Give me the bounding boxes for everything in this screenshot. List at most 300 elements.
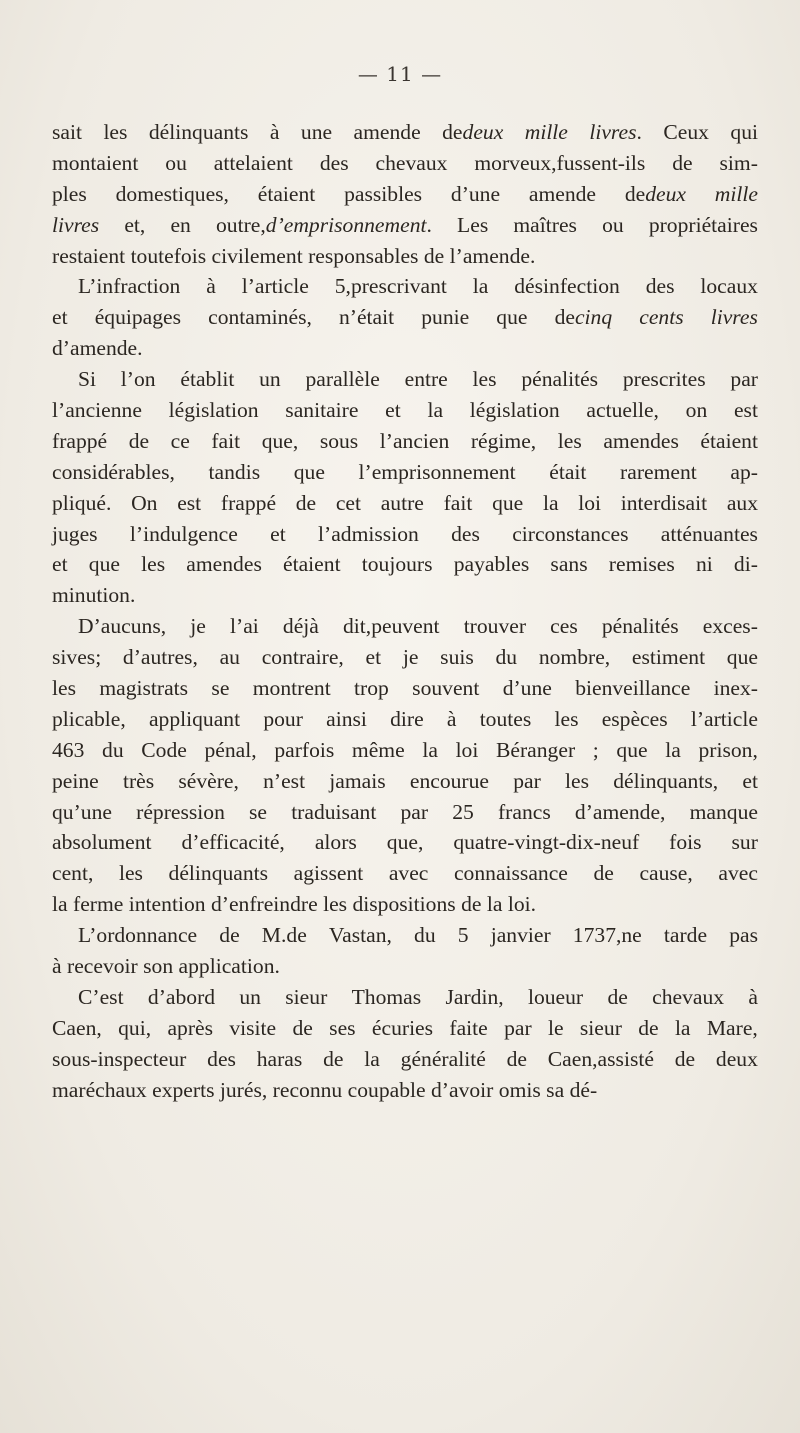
word: et bbox=[270, 521, 286, 546]
word: la bbox=[422, 737, 438, 762]
word: ces bbox=[550, 614, 578, 639]
word: toujours bbox=[361, 552, 433, 577]
word: sanitaire bbox=[285, 398, 359, 423]
text-line bbox=[52, 457, 758, 488]
word: livres bbox=[710, 305, 758, 330]
word: punie bbox=[421, 305, 470, 330]
word: amendes bbox=[186, 552, 262, 577]
word: n’était bbox=[338, 305, 395, 330]
word: pliqué. bbox=[52, 490, 112, 515]
word: l’admission bbox=[318, 521, 419, 546]
word: cents bbox=[639, 305, 684, 330]
word: sives; bbox=[52, 645, 102, 670]
word: aux bbox=[726, 490, 758, 515]
word: d’amende, bbox=[574, 799, 666, 824]
word: l’amende. bbox=[449, 243, 536, 268]
word: passibles bbox=[344, 181, 423, 206]
word: l’article bbox=[690, 706, 758, 731]
word: intention bbox=[128, 892, 206, 917]
word: avec bbox=[718, 861, 758, 886]
word: dedeux bbox=[624, 181, 686, 206]
word: équipages bbox=[94, 305, 182, 330]
word: à bbox=[269, 120, 280, 144]
word: jurés, bbox=[219, 1077, 268, 1102]
page-number: — 11 — bbox=[357, 62, 443, 86]
word: loueur bbox=[527, 984, 584, 1009]
word: montrent bbox=[252, 676, 331, 701]
word: que bbox=[726, 645, 758, 670]
word: par bbox=[504, 1015, 532, 1040]
word: une bbox=[300, 120, 333, 144]
word: sous-inspecteur bbox=[52, 1046, 187, 1071]
word: de bbox=[461, 892, 482, 917]
text-line bbox=[52, 395, 758, 426]
text-line bbox=[52, 1075, 758, 1106]
word: M.de bbox=[261, 923, 307, 948]
word: et bbox=[385, 398, 401, 423]
word: dispositions bbox=[352, 892, 456, 917]
text-line bbox=[52, 797, 758, 828]
word: l’ancienne bbox=[52, 398, 142, 423]
word: écuries bbox=[371, 1015, 434, 1040]
text-line bbox=[52, 889, 758, 920]
word: pénal, bbox=[204, 737, 257, 762]
word: Les bbox=[457, 212, 489, 237]
word: parfois bbox=[274, 737, 335, 762]
word: Caen, bbox=[52, 1015, 102, 1040]
text-line bbox=[52, 1044, 758, 1075]
word: sa bbox=[546, 1077, 565, 1102]
word: qu’une bbox=[52, 799, 112, 824]
text-line bbox=[52, 241, 758, 272]
word: trouver bbox=[463, 614, 527, 639]
word: après bbox=[167, 1015, 213, 1040]
word: L’ordonnance bbox=[78, 923, 198, 948]
word: quatre-vingt-dix-neuf bbox=[453, 830, 640, 855]
word: étaient bbox=[700, 428, 758, 453]
word: absolument bbox=[52, 830, 152, 855]
word: pour bbox=[263, 706, 303, 731]
word: remises bbox=[608, 552, 675, 577]
word: l’on bbox=[120, 367, 156, 392]
word: de bbox=[423, 243, 445, 268]
word: de bbox=[323, 1046, 344, 1071]
word: ou bbox=[602, 212, 624, 237]
word: Vastan, bbox=[328, 923, 392, 948]
word: au bbox=[219, 645, 240, 670]
word: connaissance bbox=[453, 861, 568, 886]
word: répression bbox=[136, 799, 225, 824]
word: de bbox=[292, 1015, 313, 1040]
word: la bbox=[364, 1046, 380, 1071]
word: morveux,fussent-ils bbox=[474, 150, 646, 175]
word: du bbox=[495, 645, 518, 670]
word: haras bbox=[256, 1046, 303, 1071]
text-line bbox=[52, 611, 758, 642]
word: l’emprisonnement bbox=[358, 459, 516, 484]
text-line bbox=[52, 488, 758, 519]
word: sim- bbox=[719, 150, 758, 175]
word: circonstances bbox=[512, 521, 629, 546]
word: sévère, bbox=[178, 768, 239, 793]
word: ferme bbox=[73, 892, 124, 917]
word: les bbox=[118, 861, 143, 886]
word: pas bbox=[729, 923, 758, 948]
word: payables bbox=[453, 552, 530, 577]
word: decinq bbox=[554, 305, 613, 330]
word: jamais bbox=[329, 768, 386, 793]
word: attelaient bbox=[213, 150, 293, 175]
word: deux bbox=[715, 1046, 758, 1071]
word: sieur bbox=[285, 984, 328, 1009]
word: sieur bbox=[579, 1015, 622, 1040]
word: un bbox=[239, 984, 261, 1009]
word: délinquants bbox=[168, 861, 269, 886]
word: 25 bbox=[452, 799, 474, 824]
word: était bbox=[549, 459, 587, 484]
word: étaient bbox=[283, 552, 341, 577]
word: très bbox=[122, 768, 155, 793]
word: ni bbox=[695, 552, 713, 577]
text-line bbox=[52, 951, 758, 982]
word: son bbox=[143, 954, 174, 979]
word: estiment bbox=[631, 645, 706, 670]
text-line bbox=[52, 210, 758, 241]
text-line bbox=[52, 766, 758, 797]
word: visite bbox=[229, 1015, 277, 1040]
word: des bbox=[451, 521, 480, 546]
word: les bbox=[323, 892, 348, 917]
word: rarement bbox=[620, 459, 697, 484]
word: d’une bbox=[450, 181, 501, 206]
word: minution. bbox=[52, 583, 136, 608]
word: amendes bbox=[603, 428, 679, 453]
word: la bbox=[52, 892, 68, 917]
text-line bbox=[52, 333, 758, 364]
word: ce bbox=[170, 428, 190, 453]
word: Si bbox=[78, 367, 97, 392]
word: sans bbox=[550, 552, 588, 577]
text-line bbox=[52, 549, 758, 580]
word: montaient bbox=[52, 150, 139, 175]
word: dedeux bbox=[442, 120, 504, 144]
text-line bbox=[52, 1013, 758, 1044]
word: pénalités bbox=[601, 614, 679, 639]
word: Caen,assisté bbox=[547, 1046, 654, 1071]
word: entre bbox=[404, 367, 448, 392]
word: d’avoir bbox=[431, 1077, 494, 1102]
word: frappé bbox=[52, 428, 108, 453]
word: parallèle bbox=[305, 367, 380, 392]
word: alors bbox=[314, 830, 357, 855]
word: souvent bbox=[412, 676, 480, 701]
word: locaux bbox=[700, 274, 758, 299]
word: et bbox=[52, 552, 68, 577]
word: chevaux bbox=[375, 150, 448, 175]
word: à bbox=[446, 706, 457, 731]
word: Mare, bbox=[706, 1015, 758, 1040]
word: L’infraction bbox=[78, 274, 181, 299]
word: à bbox=[206, 274, 216, 299]
text-line bbox=[52, 827, 758, 858]
word: loi. bbox=[507, 892, 537, 917]
word: inex- bbox=[713, 676, 758, 701]
word: fait bbox=[211, 428, 241, 453]
text-line bbox=[52, 519, 758, 550]
word: contaminés, bbox=[208, 305, 312, 330]
word: la bbox=[427, 398, 444, 423]
word: nombre, bbox=[538, 645, 611, 670]
word: par bbox=[730, 367, 758, 392]
word: d’enfreindre bbox=[210, 892, 318, 917]
word: atténuantes bbox=[660, 521, 758, 546]
word: les bbox=[52, 676, 76, 701]
text-line bbox=[52, 982, 758, 1013]
word: du bbox=[414, 923, 436, 948]
word: civilement bbox=[211, 243, 303, 268]
word: maîtres bbox=[513, 212, 577, 237]
word: avec bbox=[388, 861, 429, 886]
word: experts bbox=[152, 1077, 215, 1102]
word: délinquants bbox=[148, 120, 249, 144]
word: de bbox=[674, 1046, 696, 1071]
word: les bbox=[557, 428, 582, 453]
word: On bbox=[131, 490, 158, 515]
text-line bbox=[52, 858, 758, 889]
word: janvier bbox=[490, 923, 551, 948]
word: prescrites bbox=[622, 367, 706, 392]
text-line bbox=[52, 148, 758, 179]
text-line bbox=[52, 364, 758, 395]
word: francs bbox=[497, 799, 551, 824]
word: agissent bbox=[293, 861, 364, 886]
word: la bbox=[486, 892, 503, 917]
word: à bbox=[52, 954, 62, 979]
word: de bbox=[607, 984, 628, 1009]
word: n’est bbox=[263, 768, 306, 793]
word: 1737,ne bbox=[572, 923, 642, 948]
word: dire bbox=[390, 706, 424, 731]
word: 463 bbox=[52, 737, 85, 762]
word: fois bbox=[669, 830, 702, 855]
word: désinfection bbox=[514, 274, 620, 299]
word: mille bbox=[524, 120, 568, 144]
word: que bbox=[88, 552, 120, 577]
word: encourue bbox=[409, 768, 490, 793]
word: les bbox=[565, 768, 589, 793]
word: dé- bbox=[569, 1077, 598, 1102]
word: sur bbox=[731, 830, 758, 855]
word: de bbox=[506, 1046, 527, 1071]
word: de bbox=[128, 428, 150, 453]
word: est bbox=[177, 490, 202, 515]
word: Ceux bbox=[663, 120, 709, 144]
word: Jardin, bbox=[445, 984, 504, 1009]
word: application. bbox=[178, 954, 280, 979]
word: et, bbox=[124, 212, 146, 237]
word: 5 bbox=[457, 923, 469, 948]
word: di- bbox=[733, 552, 758, 577]
word: du bbox=[102, 737, 124, 762]
word: de bbox=[593, 861, 614, 886]
word: les bbox=[472, 367, 497, 392]
word: ap- bbox=[730, 459, 758, 484]
word: cet bbox=[335, 490, 362, 515]
word: que bbox=[496, 305, 528, 330]
word: reconnu bbox=[272, 1077, 343, 1102]
word: prison, bbox=[698, 737, 758, 762]
word: pénalités bbox=[521, 367, 599, 392]
word: des bbox=[319, 150, 349, 175]
text-line bbox=[52, 179, 758, 210]
word: sous bbox=[319, 428, 359, 453]
word: d’autres, bbox=[122, 645, 198, 670]
word: amende bbox=[528, 181, 597, 206]
word: d’efficacité, bbox=[181, 830, 285, 855]
word: outre,d’emprisonnement. bbox=[215, 212, 432, 237]
word: peine bbox=[52, 768, 99, 793]
word: faite bbox=[449, 1015, 488, 1040]
word: coupable bbox=[347, 1077, 426, 1102]
word: chevaux bbox=[652, 984, 725, 1009]
word: les bbox=[141, 552, 166, 577]
word: que bbox=[293, 459, 325, 484]
word: on bbox=[685, 398, 708, 423]
word: régime, bbox=[470, 428, 537, 453]
word: tandis bbox=[208, 459, 261, 484]
word: fait bbox=[443, 490, 473, 515]
word: la bbox=[472, 274, 489, 299]
word: je bbox=[190, 614, 206, 639]
word: qui, bbox=[118, 1015, 152, 1040]
word: par bbox=[400, 799, 429, 824]
word: Code bbox=[141, 737, 187, 762]
text-line bbox=[52, 920, 758, 951]
word: ainsi bbox=[326, 706, 367, 731]
word: toutefois bbox=[130, 243, 207, 268]
word: livres bbox=[52, 212, 100, 237]
word: et bbox=[365, 645, 382, 670]
word: contraire, bbox=[261, 645, 344, 670]
word: bienveillance bbox=[575, 676, 691, 701]
word: appliquant bbox=[148, 706, 241, 731]
word: de bbox=[295, 490, 317, 515]
word: l’indulgence bbox=[129, 521, 238, 546]
word: établit bbox=[180, 367, 235, 392]
word: je bbox=[402, 645, 419, 670]
word: que bbox=[616, 737, 648, 762]
body-text bbox=[52, 117, 758, 1106]
word: d’une bbox=[502, 676, 552, 701]
word: même bbox=[351, 737, 405, 762]
word: étaient bbox=[257, 181, 316, 206]
word: actuelle, bbox=[586, 398, 659, 423]
word: plicable, bbox=[52, 706, 126, 731]
word: D’aucuns, bbox=[78, 614, 167, 639]
word: de bbox=[219, 923, 240, 948]
word: juges bbox=[52, 521, 98, 546]
word: des bbox=[207, 1046, 236, 1071]
word: que, bbox=[386, 830, 424, 855]
word: et bbox=[52, 305, 68, 330]
text-line bbox=[52, 673, 758, 704]
word: cause, bbox=[639, 861, 693, 886]
word: se bbox=[249, 799, 268, 824]
word: interdisait bbox=[620, 490, 708, 515]
word: ples bbox=[52, 181, 87, 206]
word: des bbox=[645, 274, 675, 299]
word: espèces bbox=[601, 706, 668, 731]
word: propriétaires bbox=[648, 212, 758, 237]
word: autre bbox=[380, 490, 424, 515]
word: se bbox=[211, 676, 230, 701]
word: suis bbox=[440, 645, 474, 670]
word: sait bbox=[52, 120, 82, 144]
text-line bbox=[52, 735, 758, 766]
text-line bbox=[52, 642, 758, 673]
word: restaient bbox=[52, 243, 126, 268]
word: C’est bbox=[78, 984, 124, 1009]
word: par bbox=[513, 768, 541, 793]
word: maréchaux bbox=[52, 1077, 147, 1102]
word: est bbox=[733, 398, 758, 423]
word: traduisant bbox=[291, 799, 377, 824]
word: omis bbox=[498, 1077, 541, 1102]
word: toutes bbox=[479, 706, 532, 731]
word: les bbox=[103, 120, 128, 144]
word: cent, bbox=[52, 861, 94, 886]
word: ou bbox=[165, 150, 187, 175]
word: qui bbox=[730, 120, 758, 144]
word: livres. bbox=[589, 120, 642, 144]
word: d’amende. bbox=[52, 336, 143, 361]
word: Thomas bbox=[351, 984, 422, 1009]
word: la bbox=[665, 737, 681, 762]
word: l’article bbox=[241, 274, 309, 299]
word: à bbox=[748, 984, 758, 1009]
word: déjà bbox=[282, 614, 319, 639]
word: l’ai bbox=[230, 614, 259, 639]
word: généralité bbox=[400, 1046, 486, 1071]
word: recevoir bbox=[67, 954, 138, 979]
word: législation bbox=[469, 398, 560, 423]
word: frappé bbox=[220, 490, 277, 515]
word: les bbox=[554, 706, 579, 731]
word: ses bbox=[329, 1015, 356, 1040]
word: magistrats bbox=[99, 676, 189, 701]
word: dit,peuvent bbox=[343, 614, 440, 639]
word: d’abord bbox=[147, 984, 216, 1009]
word: législation bbox=[168, 398, 259, 423]
word: loi bbox=[455, 737, 479, 762]
word: domestiques, bbox=[115, 181, 229, 206]
word: mille bbox=[714, 181, 758, 206]
word: exces- bbox=[702, 614, 758, 639]
text-line bbox=[52, 580, 758, 611]
word: un bbox=[259, 367, 281, 392]
text-line bbox=[52, 426, 758, 457]
word: et bbox=[742, 768, 758, 793]
word: que, bbox=[261, 428, 299, 453]
word: le bbox=[547, 1015, 564, 1040]
word: de bbox=[672, 150, 693, 175]
text-line bbox=[52, 704, 758, 735]
word: considérables, bbox=[52, 459, 175, 484]
word: de bbox=[638, 1015, 659, 1040]
word: 5,prescrivant bbox=[334, 274, 447, 299]
word: tarde bbox=[663, 923, 708, 948]
word: trop bbox=[354, 676, 389, 701]
